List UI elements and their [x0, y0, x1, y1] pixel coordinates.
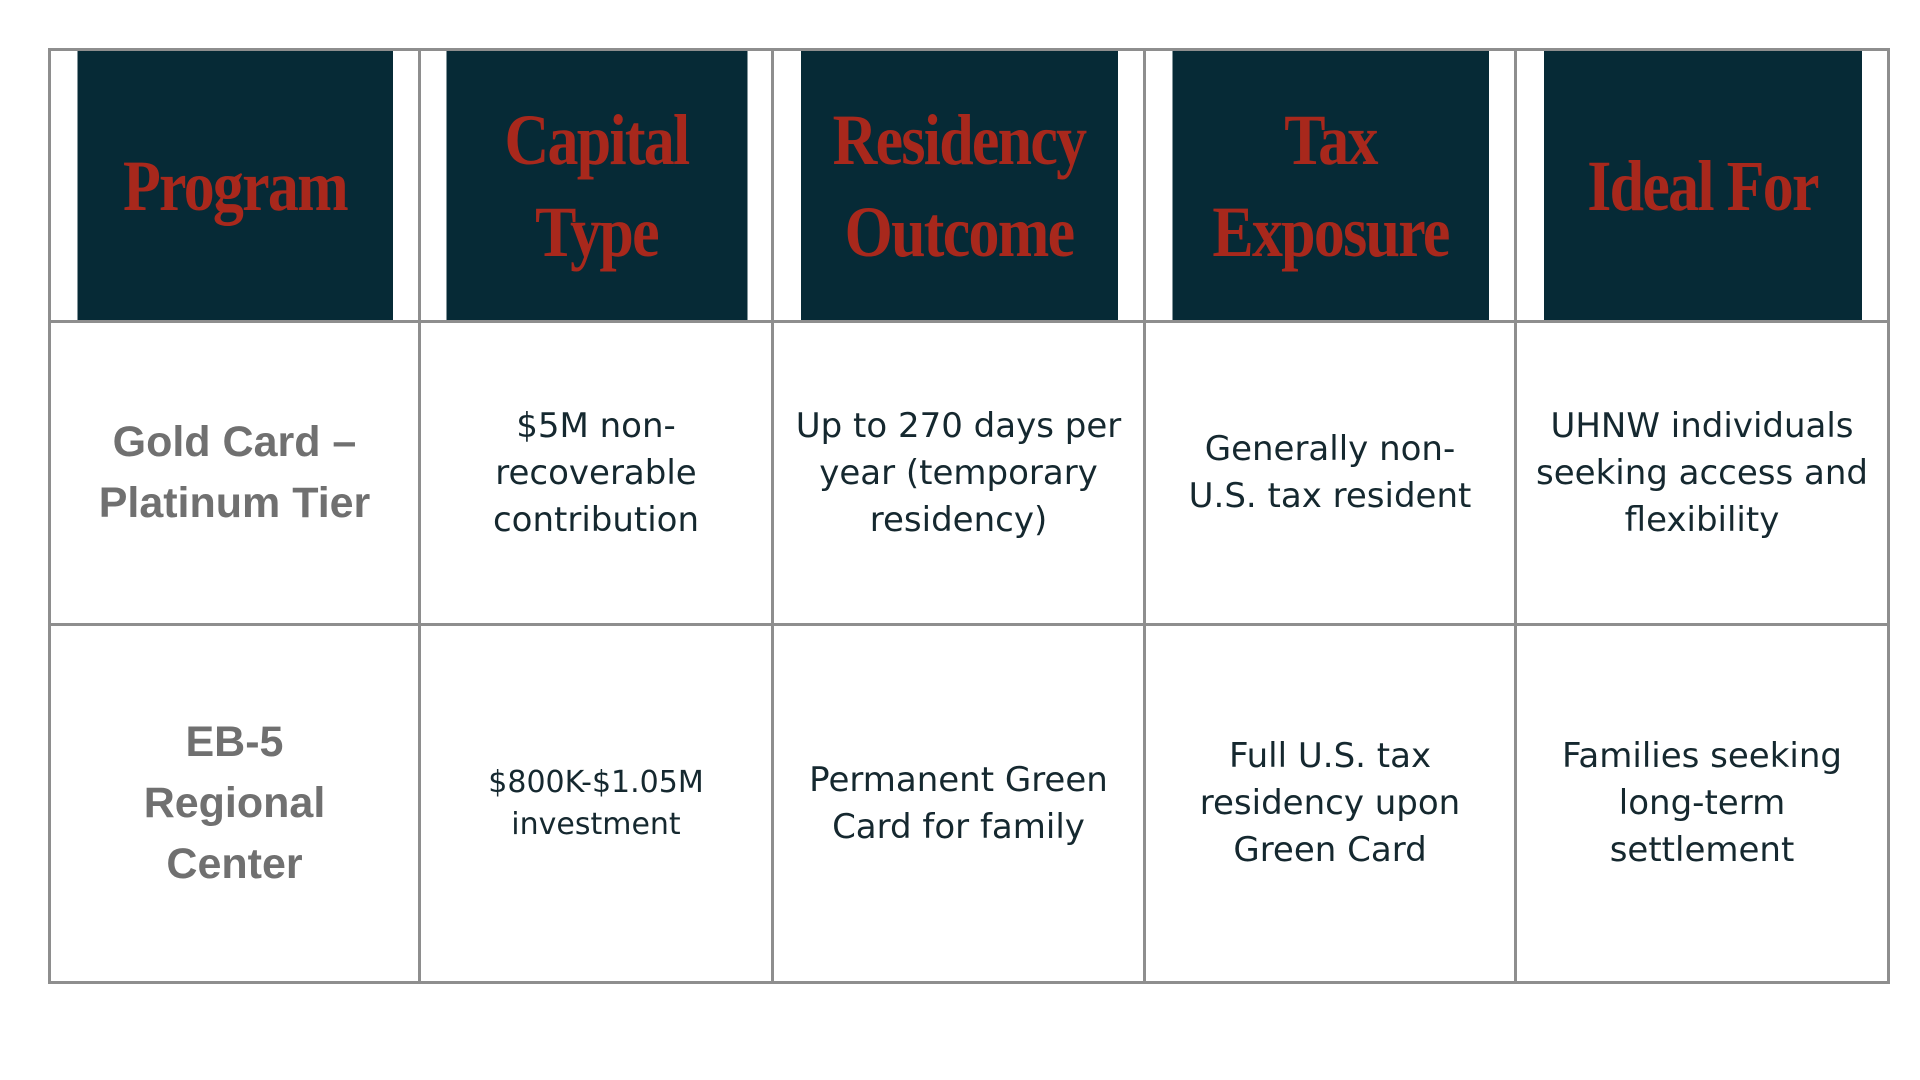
cell-program: Gold Card – Platinum Tier	[50, 322, 420, 625]
cell-tax-exposure: Generally non- U.S. tax resident	[1145, 322, 1516, 625]
cell-residency-outcome: Permanent Green Card for family	[773, 625, 1145, 983]
header-row	[50, 50, 1889, 322]
table-row	[50, 625, 1889, 983]
header-residency-outcome: Residency Outcome	[799, 50, 1119, 322]
cell-program: EB-5 Regional Center	[50, 625, 420, 983]
header-capital-type: Capital Type	[444, 50, 748, 322]
cell-capital-type: $800K-$1.05M investment	[420, 625, 773, 983]
cell-tax-exposure: Full U.S. tax residency upon Green Card	[1145, 625, 1516, 983]
header-tax-exposure: Tax Exposure	[1170, 50, 1489, 322]
table-row	[50, 322, 1889, 625]
cell-ideal-for: UHNW individuals seeking access and flexibility	[1516, 322, 1889, 625]
table-header	[50, 50, 1889, 322]
program-comparison-table	[48, 48, 1890, 984]
cell-capital-type: $5M non- recoverable contribution	[420, 322, 773, 625]
cell-residency-outcome: Up to 270 days per year (temporary residency)	[773, 322, 1145, 625]
header-program: Program	[75, 50, 393, 322]
table-body	[50, 322, 1889, 983]
header-ideal-for: Ideal For	[1542, 50, 1863, 322]
cell-ideal-for: Families seeking long-term settlement	[1516, 625, 1889, 983]
